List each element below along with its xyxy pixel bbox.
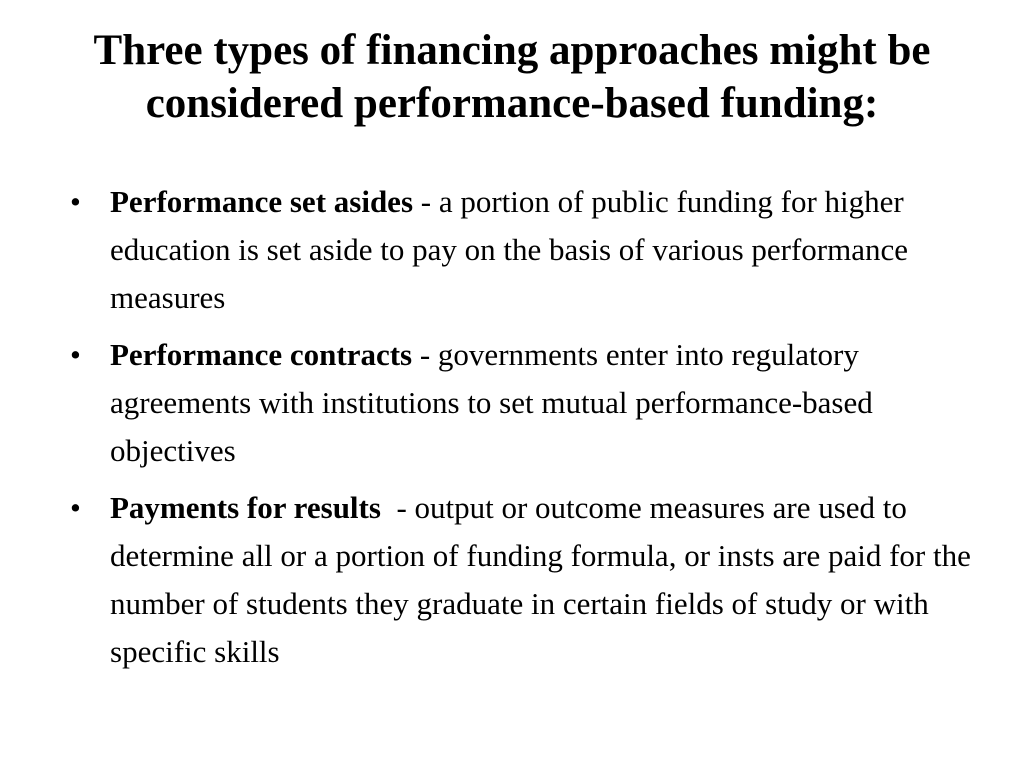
- bullet-description: - a portion of public funding for higher education is set aside to pay on the basis of various performance measures: [110, 184, 909, 315]
- bullet-icon: •: [70, 490, 81, 525]
- bullet-description: - output or outcome measures are used to determine all or a portion of funding formula, or insts are paid for the number of students they graduate in certain fields of study or with specific skills: [110, 490, 979, 669]
- bullet-item-performance-contracts: [68, 331, 978, 475]
- bullet-term: Payments for results: [110, 490, 381, 525]
- bullet-item-performance-set-asides: [68, 178, 978, 322]
- bullet-list: [68, 178, 978, 685]
- bullet-icon: •: [70, 184, 81, 219]
- slide-title: Three types of financing approaches might be considered performance-based funding:: [93, 27, 931, 127]
- bullet-term: Performance contracts: [110, 337, 413, 372]
- bullet-icon: •: [70, 337, 81, 372]
- bullet-item-payments-for-results: [68, 484, 978, 676]
- bullet-term: Performance set asides: [110, 184, 414, 219]
- bullet-description: - governments enter into regulatory agreements with institutions to set mutual performance-based objectives: [110, 337, 873, 468]
